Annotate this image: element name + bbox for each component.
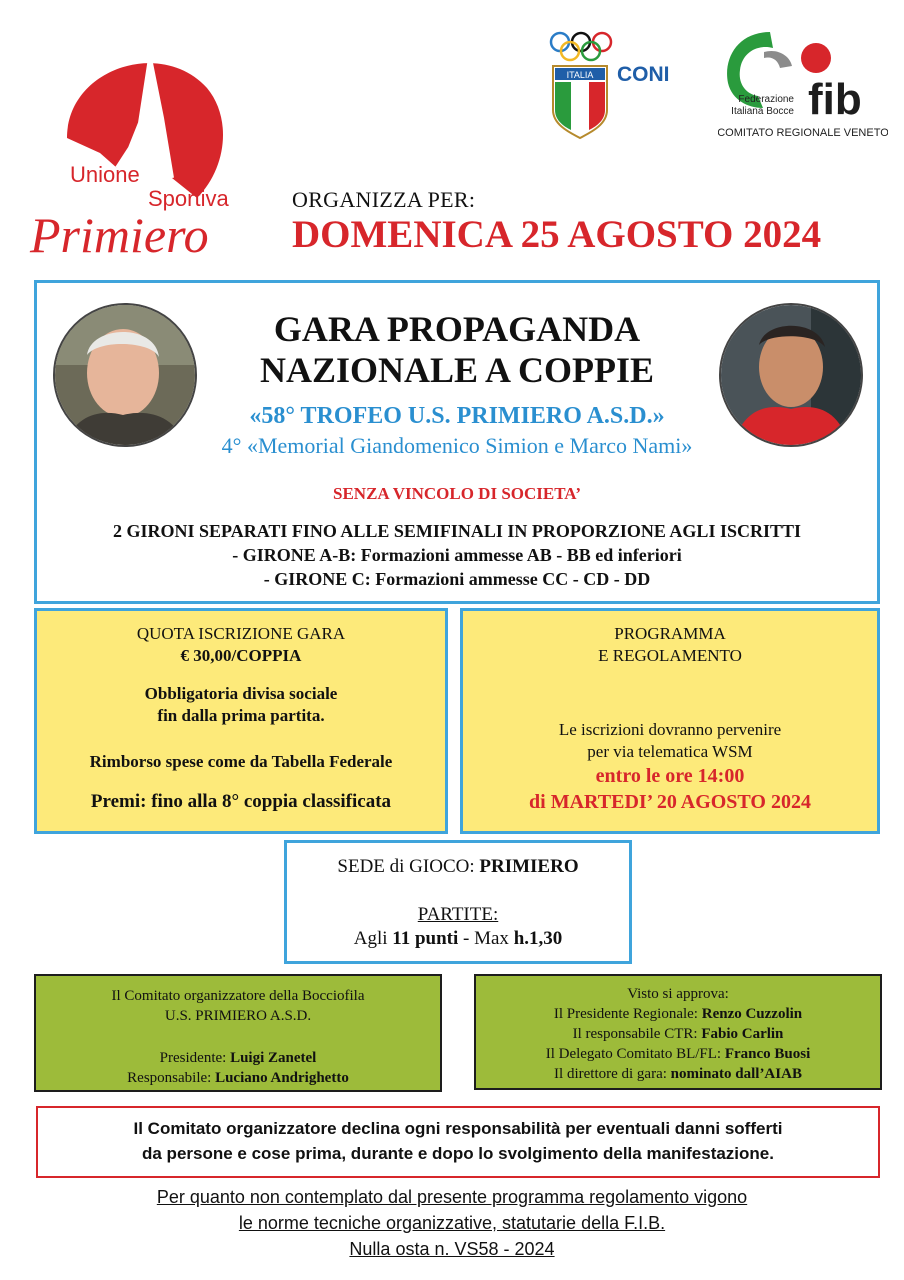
fib-letters: fib xyxy=(808,75,862,124)
organizza-label: ORGANIZZA PER: xyxy=(292,187,476,212)
gironi-info xyxy=(37,519,877,591)
programma-heading-line1: PROGRAMMA xyxy=(614,624,726,643)
deadline-time: entro le ore 14:00 xyxy=(595,765,745,787)
partite-max-value: h.1,30 xyxy=(513,928,563,949)
divisa-line2: fin dalla prima partita. xyxy=(157,706,325,725)
visto-row-value: nominato dall’AIAB xyxy=(670,1066,802,1082)
coni-logo xyxy=(545,30,695,140)
event-title-line1: GARA PROPAGANDA xyxy=(273,309,641,349)
event-title-line2: NAZIONALE A COPPIE xyxy=(259,350,655,390)
logo-sportiva: Sportiva xyxy=(148,186,229,211)
gironi-line3: - GIRONE C: Formazioni ammesse CC - CD - DD xyxy=(263,569,651,589)
visto-row-label: Il Presidente Regionale: xyxy=(553,1006,698,1022)
visto-box xyxy=(474,974,882,1090)
memorial-title: 4° «Memorial Giandomenico Simion e Marco Nami» xyxy=(221,433,693,458)
partite-agli: Agli xyxy=(353,928,388,949)
quota-price: € 30,00/COPPIA xyxy=(180,646,302,665)
deadline-date: di MARTEDI’ 20 AGOSTO 2024 xyxy=(529,791,811,813)
sede-label: SEDE di GIOCO: xyxy=(337,856,475,877)
visto-row xyxy=(476,1044,880,1064)
disclaimer-line1: Il Comitato organizzatore declina ogni responsabilità per eventuali danni sofferti xyxy=(133,1119,783,1138)
logo-unione: Unione xyxy=(70,162,140,187)
responsabile-name: Luciano Andrighetto xyxy=(215,1070,349,1086)
visto-row-value: Renzo Cuzzolin xyxy=(701,1006,803,1022)
coni-badge-text: ITALIA xyxy=(566,70,594,80)
event-title xyxy=(37,309,877,391)
partite-label: PARTITE: xyxy=(417,904,499,925)
presidente-label: Presidente: xyxy=(159,1050,227,1066)
disclaimer-text xyxy=(38,1116,878,1166)
programma-box xyxy=(460,608,880,834)
quota-box xyxy=(34,608,448,834)
sede-value: PRIMIERO xyxy=(479,856,579,877)
senza-vincolo: SENZA VINCOLO DI SOCIETA’ xyxy=(333,484,581,503)
quota-heading: QUOTA ISCRIZIONE GARA xyxy=(136,624,346,643)
footer-notes xyxy=(0,1184,904,1262)
event-main-box xyxy=(34,280,880,604)
fib-committee: COMITATO REGIONALE VENETO xyxy=(718,127,888,139)
visto-row xyxy=(476,1004,880,1024)
us-primiero-logo xyxy=(22,28,262,268)
visto-row-value: Franco Buosi xyxy=(724,1046,811,1062)
fib-logo xyxy=(718,28,888,140)
presidente-name: Luigi Zanetel xyxy=(230,1050,317,1066)
trofeo-title: «58° TROFEO U.S. PRIMIERO A.S.D.» xyxy=(249,403,665,429)
iscrizioni-line2: per via telematica WSM xyxy=(587,742,753,761)
fib-fed-line1: Federazione xyxy=(738,94,794,105)
footer-line2: le norme tecniche organizzative, statutarie della F.I.B. xyxy=(238,1213,666,1233)
comitato-line1: Il Comitato organizzatore della Bocciofila xyxy=(111,988,365,1004)
footer-line1: Per quanto non contemplato dal presente programma regolamento vigono xyxy=(156,1187,748,1207)
fib-fed-line2: Italiana Bocce xyxy=(731,106,794,117)
iscrizioni-line1: Le iscrizioni dovranno pervenire xyxy=(558,720,782,739)
gironi-line2: - GIRONE A-B: Formazioni ammesse AB - BB ed inferiori xyxy=(232,545,682,565)
footer-line3: Nulla osta n. VS58 - 2024 xyxy=(349,1239,555,1259)
visto-row-value: Fabio Carlin xyxy=(701,1026,784,1042)
programma-heading-line2: E REGOLAMENTO xyxy=(598,646,742,665)
visto-row xyxy=(476,1024,880,1044)
divisa-line1: Obbligatoria divisa sociale xyxy=(144,684,338,703)
disclaimer-line2: da persone e cose prima, durante e dopo lo svolgimento della manifestazione. xyxy=(142,1144,774,1163)
partite-max: - Max xyxy=(463,928,509,949)
visto-heading: Visto si approva: xyxy=(627,986,729,1002)
gironi-line1: 2 GIRONI SEPARATI FINO ALLE SEMIFINALI IN PROPORZIONE AGLI ISCRITTI xyxy=(113,521,801,541)
event-date-title: DOMENICA 25 AGOSTO 2024 xyxy=(292,213,822,256)
partite-punti: 11 punti xyxy=(392,928,459,949)
responsabile-label: Responsabile: xyxy=(127,1070,212,1086)
rimborso-text: Rimborso spese come da Tabella Federale xyxy=(89,752,393,771)
comitato-line2: U.S. PRIMIERO A.S.D. xyxy=(164,1008,312,1024)
visto-row-label: Il responsabile CTR: xyxy=(572,1026,698,1042)
visto-row-label: Il direttore di gara: xyxy=(554,1066,667,1082)
sede-box xyxy=(284,840,632,964)
visto-row-label: Il Delegato Comitato BL/FL: xyxy=(545,1046,722,1062)
visto-row xyxy=(476,1064,880,1084)
premi-text: Premi: fino alla 8° coppia classificata xyxy=(90,791,392,812)
logo-primiero: Primiero xyxy=(30,207,209,263)
disclaimer-box xyxy=(36,1106,880,1178)
coni-name: CONI xyxy=(617,63,670,86)
comitato-box xyxy=(34,974,442,1092)
